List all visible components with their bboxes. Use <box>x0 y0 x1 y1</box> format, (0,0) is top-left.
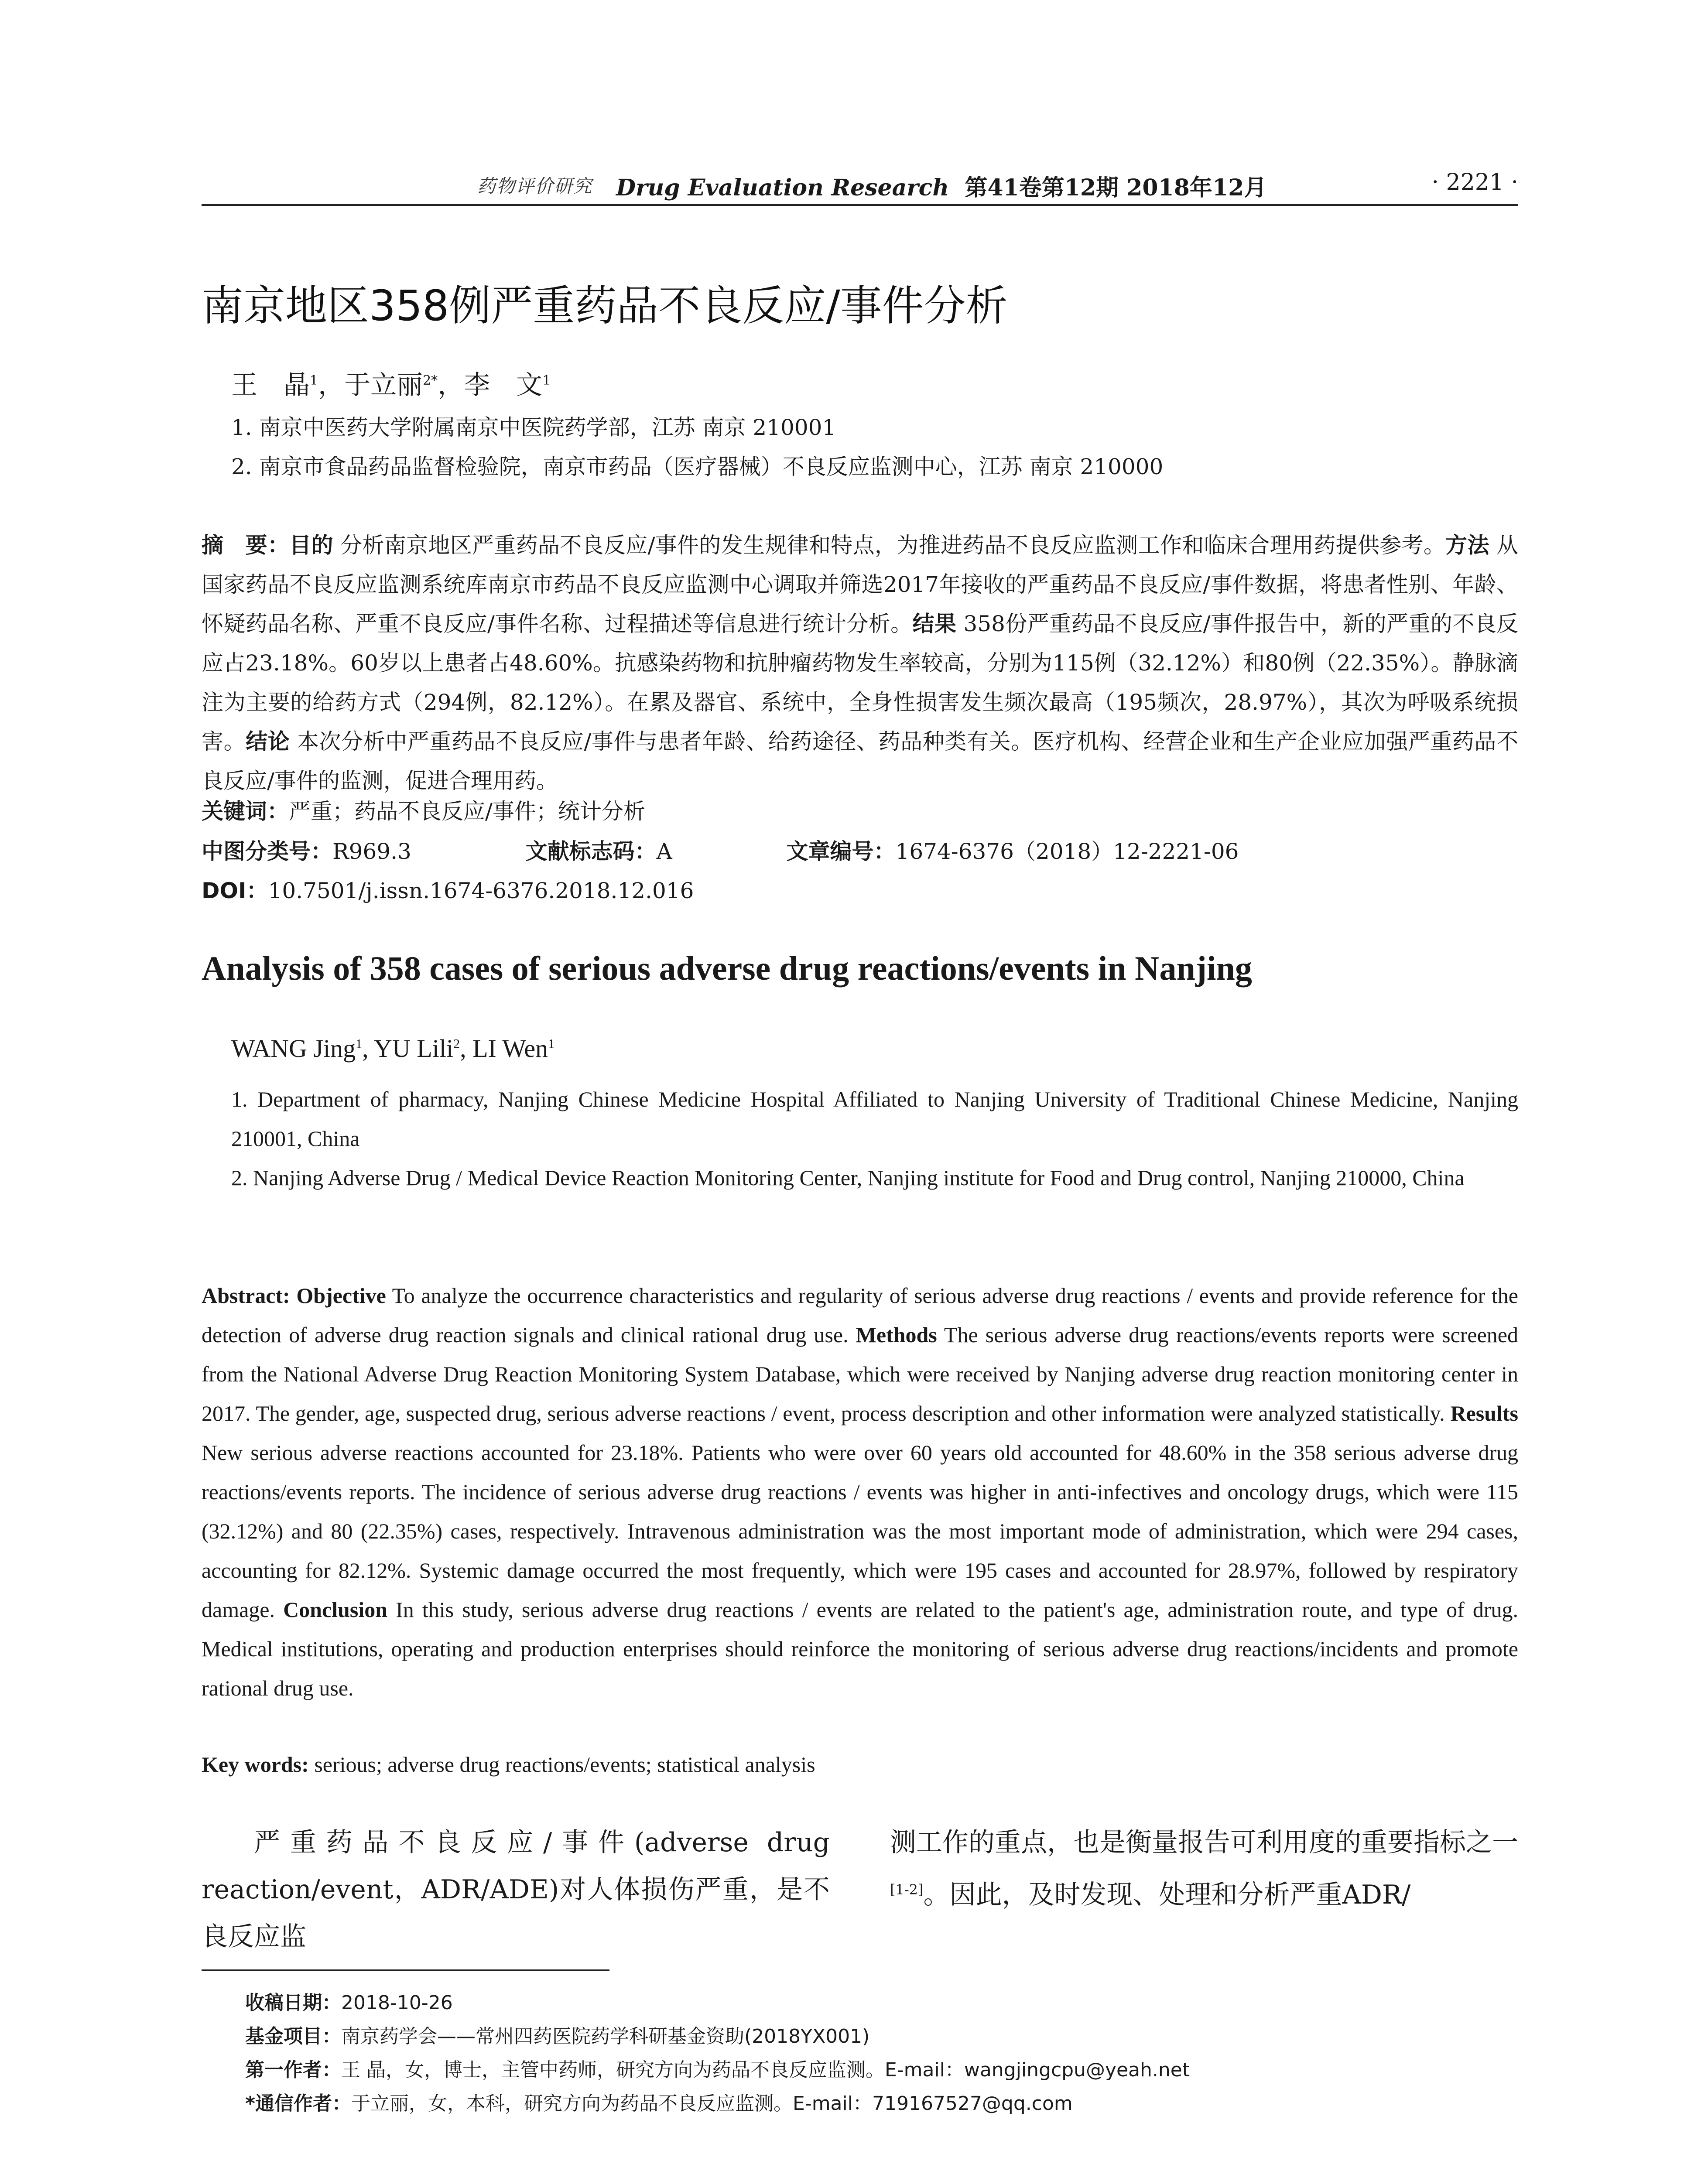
author-affil-mark: 1 <box>356 1036 363 1051</box>
keywords-text-en: serious; adverse drug reactions/events; statistical analysis <box>314 1752 815 1777</box>
abstract-cn <box>202 526 1518 800</box>
doc-code-label: 文献标志码： <box>525 839 657 864</box>
author-name: WANG Jing <box>231 1034 356 1063</box>
objective-text-en: To analyze the occurrence characteristics and regularity of serious adverse drug reactions / events and provide reference for the detection of adverse drug reaction signals and clinical rational drug use. <box>202 1283 1518 1347</box>
affiliation-en-2: 2. Nanjing Adverse Drug / Medical Device Reaction Monitoring Center, Nanjing institute for Food and Drug control, Nanjing 210000, China <box>231 1166 1465 1190</box>
footnote-corresponding <box>245 2088 1073 2116</box>
article-title-en: Analysis of 358 cases of serious adverse drug reactions/events in Nanjing <box>202 949 1252 987</box>
body-text: 。因此，及时发现、处理和分析严重ADR/ <box>923 1880 1411 1910</box>
methods-label: 方法 <box>1445 533 1489 558</box>
objective-label: 目的 <box>289 533 333 558</box>
doi-value: 10.7501/j.issn.1674-6376.2018.12.016 <box>268 878 694 903</box>
clc-value: R969.3 <box>332 839 411 864</box>
affiliation-en-1: 1. Department of pharmacy, Nanjing Chinese Medicine Hospital Affiliated to Nanjing University of Traditional Chinese Medicine, Nanjing 210001, China <box>231 1087 1518 1151</box>
conclusion-text: 本次分析中严重药品不良反应/事件与患者年龄、给药途径、药品种类有关。医疗机构、经营企业和生产企业应加强严重药品不良反应/事件的监测，促进合理用药。 <box>202 729 1519 793</box>
footnote-label: 基金项目： <box>245 2025 341 2048</box>
journal-logo: 药物评价研究 <box>477 175 593 197</box>
author-separator: , <box>362 1034 374 1063</box>
methods-text-en: The serious adverse drug reactions/events reports were screened from the National Adverse Drug Reaction Monitoring System Database, which were received by Nanjing adverse drug reaction monitoring center in 2017. The gender, age, suspected drug, serious adverse reactions / event, process description and other information were analyzed statistically. <box>202 1323 1518 1426</box>
body-text: 测工作的重点，也是衡量报告可利用度的重要指标之一 <box>890 1827 1518 1858</box>
keywords-label: 关键词： <box>202 799 289 824</box>
author-affil-mark: 2 <box>453 1036 460 1051</box>
footnote-label: 第一作者： <box>245 2059 341 2081</box>
keywords-text: 严重；药品不良反应/事件；统计分析 <box>289 799 645 824</box>
doi-line <box>202 873 694 905</box>
journal-line <box>616 169 1266 202</box>
affiliation-cn-1: 1. 南京中医药大学附属南京中医院药学部，江苏 南京 210001 <box>231 415 836 440</box>
keywords-en <box>202 1745 1518 1784</box>
footnote-text: 于立丽，女，本科，研究方向为药品不良反应监测。E-mail：719167527@qq.com <box>351 2092 1073 2115</box>
conclusion-label-en: Conclusion <box>283 1597 388 1622</box>
footnote-label: *通信作者： <box>245 2092 352 2115</box>
classification-line <box>202 834 1518 865</box>
journal-issue: 第41卷第12期 2018年12月 <box>965 174 1267 201</box>
article-no-label: 文章编号： <box>786 839 896 864</box>
footnote-rule <box>202 1969 609 1971</box>
results-label-en: Results <box>1450 1401 1519 1426</box>
author-separator: ， <box>318 370 345 400</box>
author-affil-mark: 1 <box>542 373 551 388</box>
results-text: 358份严重药品不良反应/事件报告中，新的严重的不良反应占23.18%。60岁以上患者占48.60%。抗感染药物和抗肿瘤药物发生率较高，分别为115例（32.12%）和80例（22.35%）。静脉滴注为主要的给药方式（294例，82.12%）。在累及器官、系统中，全身性损害发生频次最高（195频次，28.97%），其次为呼吸系统损害。 <box>202 611 1518 754</box>
footnote-text: 南京药学会——常州四药医院药学科研基金资助(2018YX001) <box>341 2025 870 2048</box>
article-title-cn: 南京地区358例严重药品不良反应/事件分析 <box>202 281 1008 330</box>
author-name: YU Lili <box>374 1034 454 1063</box>
objective-text: 分析南京地区严重药品不良反应/事件的发生规律和特点，为推进药品不良反应监测工作和临床合理用药提供参考。 <box>340 533 1446 558</box>
author-separator: , <box>460 1034 473 1063</box>
footnote-label: 收稿日期： <box>245 1992 341 2014</box>
methods-label-en: Methods <box>856 1323 937 1347</box>
journal-name-en: Drug Evaluation Research <box>616 174 949 201</box>
citation-ref[interactable]: [1-2] <box>890 1881 924 1898</box>
page-number: · 2221 · <box>1431 169 1518 195</box>
body-column-right <box>890 1819 1518 1918</box>
conclusion-text-en: In this study, serious adverse drug reactions / events are related to the patient's age, administration route, and type of drug. Medical institutions, operating and production enterprises should reinforce the monitoring of serious adverse drug reactions/incidents and promote rational drug use. <box>202 1597 1519 1700</box>
author-affil-mark: 2* <box>423 373 438 388</box>
body-column-left: 严重药品不良反应/事件(adverse drug reaction/event，ADR/ADE)对人体损伤严重，是不良反应监 <box>202 1827 830 1952</box>
clc-label: 中图分类号： <box>202 839 332 864</box>
author-name: LI Wen <box>472 1034 548 1063</box>
author-separator: ， <box>438 370 464 400</box>
doc-code-value: A <box>656 839 672 864</box>
abstract-label-en: Abstract: <box>202 1283 290 1308</box>
author-name: 李 文 <box>464 370 543 400</box>
author-affil-mark: 1 <box>548 1036 555 1051</box>
footnote-text: 2018-10-26 <box>341 1992 453 2014</box>
keywords-label-en: Key words: <box>202 1752 309 1777</box>
results-text-en: New serious adverse reactions accounted for 23.18%. Patients who were over 60 years old accounted for 48.60% in the 358 serious adverse drug reactions/events reports. The incidence of serious adverse drug reactions / events was higher in anti-infectives and oncology drugs, which were 115 (32.12%) and 80 (22.35%) cases, respectively. Intravenous administration was the most important mode of administration, which were 294 cases, accounting for 82.12%. Systemic damage occurred the most frequently, which were 195 cases and accounted for 28.97%, followed by respiratory damage. <box>202 1440 1518 1622</box>
keywords-cn <box>202 794 645 825</box>
objective-label-en: Objective <box>296 1283 386 1308</box>
footnote-received <box>245 1987 453 2015</box>
article-no-value: 1674-6376（2018）12-2221-06 <box>895 839 1239 864</box>
results-label: 结果 <box>912 611 957 636</box>
running-header <box>202 169 1518 206</box>
conclusion-label: 结论 <box>246 729 290 754</box>
methods-text: 从国家药品不良反应监测系统库南京市药品不良反应监测中心调取并筛选2017年接收的严重药品不良反应/事件数据，将患者性别、年龄、怀疑药品名称、严重不良反应/事件名称、过程描述等信息进行统计分析。 <box>202 533 1519 636</box>
abstract-en <box>202 1276 1518 1708</box>
abstract-label: 摘 要： <box>202 533 290 558</box>
doi-label: DOI： <box>202 878 268 903</box>
author-name: 于立丽 <box>344 370 423 400</box>
author-list-cn <box>231 364 551 402</box>
footnote-first-author <box>245 2054 1190 2082</box>
author-list-en <box>231 1034 555 1063</box>
author-affil-mark: 1 <box>310 373 318 388</box>
footnote-funding <box>245 2020 869 2048</box>
author-name: 王 晶 <box>231 370 310 400</box>
footnote-text: 王 晶，女，博士，主管中药师，研究方向为药品不良反应监测。E-mail：wangjingcpu@yeah.net <box>341 2059 1190 2081</box>
affiliation-cn-2: 2. 南京市食品药品监督检验院，南京市药品（医疗器械）不良反应监测中心，江苏 南京 210000 <box>231 454 1164 479</box>
